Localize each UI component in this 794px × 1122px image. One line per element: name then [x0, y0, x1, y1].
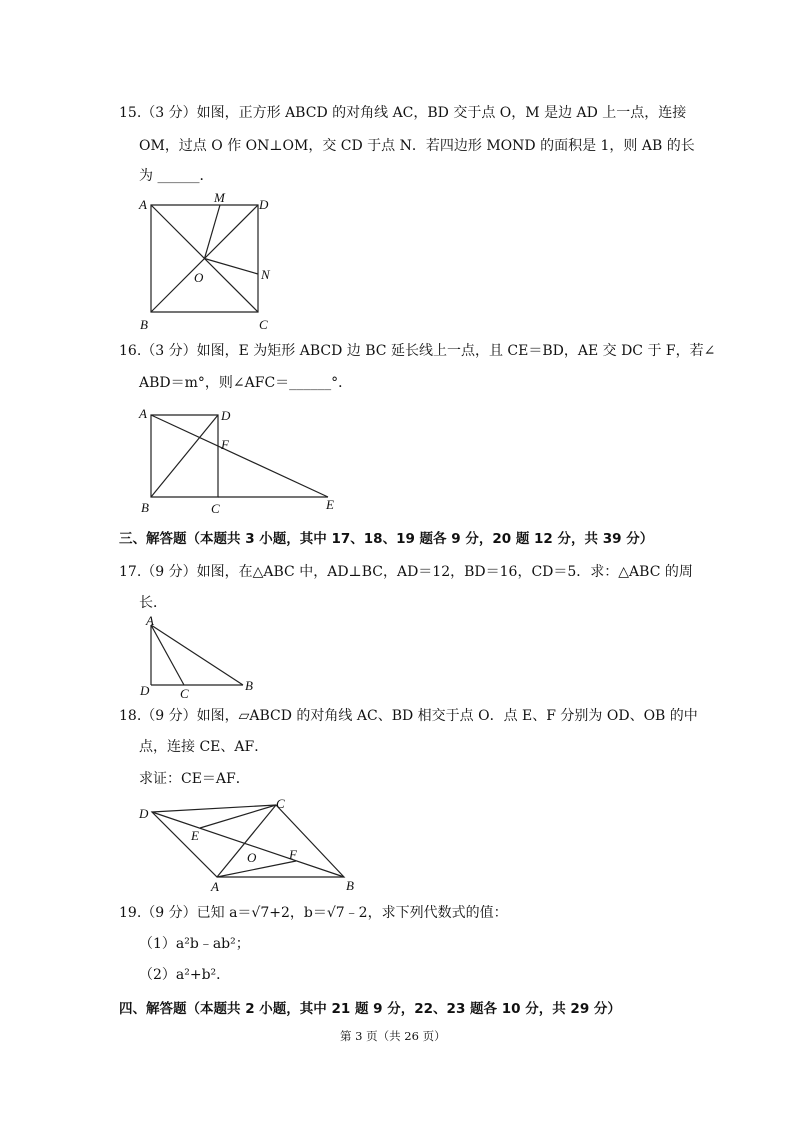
q18-label-B: B	[346, 878, 354, 893]
q18-label-A: A	[211, 879, 219, 894]
q15-line1: 15.（3 分）如图，正方形 ABCD 的对角线 AC，BD 交于点 O，M 是边 AD 上一点，连接	[119, 105, 687, 121]
q18-label-E: E	[191, 828, 199, 843]
q18-line3: 求证：CE＝AF．	[139, 771, 250, 787]
q17-label-D: D	[140, 683, 150, 698]
q15-label-D: D	[259, 197, 269, 212]
q16-label-E: E	[326, 497, 334, 512]
q19-part2: （2）a²+b²．	[139, 967, 231, 983]
q16-rectangle-figure	[130, 400, 350, 518]
q16-line1: 16.（3 分）如图，E 为矩形 ABCD 边 BC 延长线上一点，且 CE＝BD，AE 交 DC 于 F，若∠	[119, 343, 716, 359]
q19-line1: 19.（9 分）已知 a＝√7+2，b＝√7﹣2，求下列代数式的值：	[119, 905, 508, 921]
q15-label-N: N	[261, 267, 270, 282]
q16-label-A: A	[139, 406, 147, 421]
q18-line1: 18.（9 分）如图，▱ABCD 的对角线 AC、BD 相交于点 O．点 E、F 分别为 OD、OB 的中	[119, 708, 698, 724]
section4-heading: 四、解答题（本题共 2 小题，其中 21 题 9 分，22、23 题各 10 分，共 29 分）	[119, 1001, 621, 1017]
q18-label-C: C	[276, 796, 285, 811]
q16-label-F: F	[221, 437, 229, 452]
q18-parallelogram-figure	[135, 795, 375, 895]
q15-line2: OM，过点 O 作 ON⊥OM，交 CD 于点 N．若四边形 MOND 的面积是 1，则 AB 的长	[139, 138, 695, 154]
q17-line1: 17.（9 分）如图，在△ABC 中，AD⊥BC，AD＝12，BD＝16，CD＝5．求：△ABC 的周	[119, 564, 693, 580]
q17-label-A: A	[146, 613, 154, 628]
q16-label-C: C	[211, 501, 220, 516]
q15-line3: 为 ______．	[139, 168, 214, 184]
q18-label-O: O	[247, 850, 257, 865]
q15-label-B: B	[140, 317, 148, 332]
section3-heading: 三、解答题（本题共 3 小题，其中 17、18、19 题各 9 分，20 题 12 分，共 39 分）	[119, 531, 654, 547]
q18-line2: 点，连接 CE、AF．	[139, 739, 269, 755]
q16-label-D: D	[221, 408, 231, 423]
q17-label-C: C	[180, 686, 189, 701]
q15-label-M: M	[214, 190, 225, 205]
q17-line2: 长．	[139, 595, 167, 611]
q16-label-B: B	[141, 500, 149, 515]
q15-label-C: C	[259, 317, 268, 332]
q18-label-D: D	[139, 806, 149, 821]
q17-triangle-figure	[135, 612, 265, 702]
page-footer: 第 3 页（共 26 页）	[340, 1029, 446, 1043]
q16-line2: ABD＝m°，则∠AFC＝______°．	[139, 375, 353, 391]
q19-part1: （1）a²b﹣ab²；	[139, 936, 250, 952]
q18-label-F: F	[289, 847, 297, 862]
q15-square-figure	[130, 190, 290, 338]
q15-label-A: A	[139, 197, 147, 212]
q15-label-O: O	[194, 270, 204, 285]
q17-label-B: B	[245, 678, 253, 693]
